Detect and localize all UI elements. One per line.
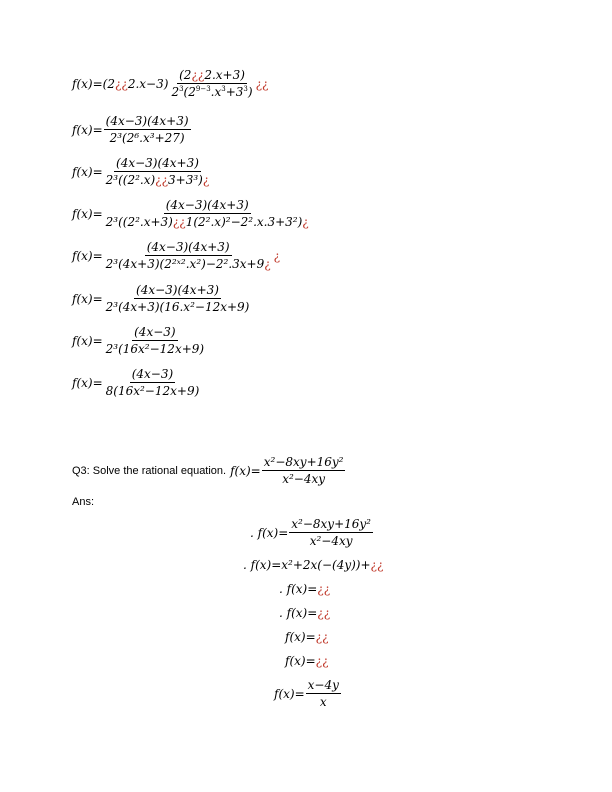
equation-text: f(x)=¿¿ (285, 630, 329, 644)
numerator: (4x−3) (131, 367, 174, 381)
q3-line (72, 455, 346, 486)
numerator: (4x−3)(4x+3) (105, 114, 189, 128)
numerator: x²−8xy+16y² (291, 517, 371, 531)
solution-line-7 (274, 678, 342, 709)
equation-text: . f(x)=¿¿ (279, 606, 331, 620)
derivation-line-2 (72, 114, 192, 145)
fraction (289, 517, 373, 548)
solution-line-5 (285, 630, 329, 644)
numerator: (2¿¿2.x+3) (179, 68, 245, 82)
garbled-glyph: ¿ (264, 257, 271, 271)
garbled-glyph: ¿¿ (315, 630, 329, 644)
garbled-glyph: ¿¿ (370, 558, 384, 572)
equation-lhs: f(x)= (230, 463, 261, 478)
garbled-glyph: ¿¿ (317, 582, 331, 596)
fraction (169, 68, 254, 99)
garbled-glyph: ¿¿ (315, 654, 329, 668)
denominator: 2³(16x²−12x+9) (105, 342, 205, 356)
denominator: 2³(4x+3)(2²ˣ².x²)−2².3x+9¿ (105, 257, 271, 271)
question-prompt: Q3: Solve the rational equation. (72, 464, 227, 477)
equation-lhs: f(x)= (72, 375, 103, 390)
equation-lhs: f(x)= (72, 291, 103, 306)
fraction (104, 114, 191, 145)
numerator: (4x−3)(4x+3) (116, 156, 199, 170)
garbled-glyph: ¿ (273, 248, 281, 263)
derivation-line-1 (72, 68, 268, 99)
numerator: (4x−3)(4x+3) (146, 240, 230, 254)
equation-lhs: f(x)= (72, 333, 103, 348)
equation-lhs: f(x)= (72, 122, 103, 137)
fraction (104, 240, 273, 271)
denominator: 2³(4x+3)(16.x²−12x+9) (105, 300, 250, 314)
denominator: x²−4xy (309, 534, 353, 548)
garbled-glyph: ¿ (302, 215, 309, 229)
equation-lhs: f(x)= (72, 164, 103, 179)
denominator: x (319, 695, 327, 709)
derivation-line-5 (72, 240, 280, 271)
answer-label: Ans: (72, 496, 95, 508)
denominator: 2³((2².x+3)¿¿1(2².x)²−2².x.3+3²)¿ (105, 215, 309, 229)
numerator: x²−8xy+16y² (263, 455, 344, 469)
expr-part: 2.x−3) (127, 76, 169, 91)
garbled-glyph: ¿¿ (172, 215, 186, 229)
garbled-glyph: ¿¿ (317, 606, 331, 620)
denominator: $2^3(2^{9-3}.x^3+3^3)$ (171, 85, 253, 99)
derivation-line-3 (72, 156, 212, 187)
denominator: x²−4xy (282, 472, 326, 486)
solution-line-1 (250, 517, 374, 548)
garbled-glyph: ¿¿ (191, 68, 205, 82)
fraction (104, 198, 311, 229)
solution-line-4 (279, 606, 330, 620)
equation-lhs: f(x)= (274, 686, 305, 701)
equation-lhs: f(x)= (72, 206, 103, 221)
fraction (262, 455, 346, 486)
garbled-glyph: ¿¿ (114, 76, 128, 91)
denominator: 2³((2².x)¿¿3+3³)¿ (105, 173, 210, 187)
numerator: (4x−3)(4x+3) (136, 283, 219, 297)
derivation-line-6 (72, 283, 252, 314)
equation-text: . f(x)=¿¿ (279, 582, 331, 596)
fraction (104, 325, 206, 356)
garbled-glyph: ¿ (202, 173, 210, 187)
equation-text: f(x)=¿¿ (285, 654, 329, 668)
solution-line-2 (243, 558, 383, 572)
equation-lhs: f(x)= (72, 248, 103, 263)
garbled-glyph: ¿¿ (155, 173, 169, 187)
derivation-line-8 (72, 367, 202, 398)
denominator: 2³(2⁶.x³+27) (109, 131, 185, 145)
numerator: (4x−3)(4x+3) (165, 198, 249, 212)
numerator: (4x−3) (134, 325, 176, 339)
equation-lhs: . f(x)= (250, 525, 289, 540)
fraction (104, 283, 252, 314)
derivation-line-4 (72, 198, 312, 229)
fraction (104, 156, 212, 187)
derivation-line-7 (72, 325, 207, 356)
solution-line-6 (285, 654, 329, 668)
numerator: x−4y (307, 678, 339, 692)
solution-line-3 (279, 582, 330, 596)
fraction (306, 678, 341, 709)
expr-part: (2 (102, 76, 115, 91)
fraction (104, 367, 202, 398)
garbled-glyph: ¿¿ (255, 76, 269, 91)
equation-text: . f(x)=x²+2x(−(4y))+¿¿ (243, 558, 384, 572)
equation-lhs: f(x)= (72, 76, 103, 91)
denominator: 8(16x²−12x+9) (105, 384, 200, 398)
